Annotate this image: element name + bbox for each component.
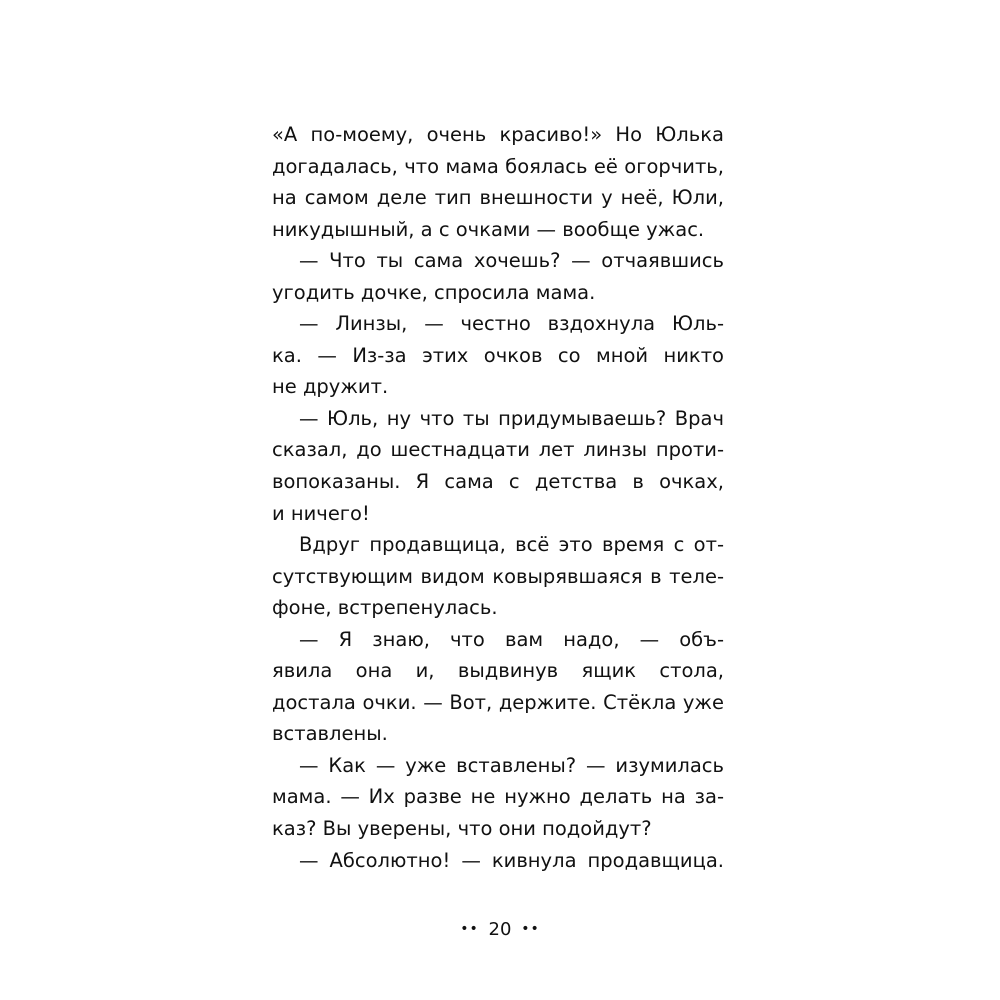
text-line: «А по-моему, очень красиво!» Но Юлька <box>272 123 724 146</box>
text-line: на самом деле тип внешности у неё, Юли, <box>272 186 724 210</box>
page-number-dots-right: •• <box>521 921 540 937</box>
text-line: вставлены. <box>272 722 388 746</box>
text-line: не дружит. <box>272 375 389 399</box>
text-line: — Что ты сама хочешь? — отчаявшись <box>299 249 724 273</box>
text-line: догадалась, что мама боялась её огорчить, <box>272 154 724 178</box>
page-number: 20 <box>488 919 512 940</box>
text-line: явила она и, выдвинув ящик стола, <box>272 659 724 683</box>
page-number-footer <box>0 917 1000 941</box>
text-line: — Как — уже вставлены? — изумилась <box>299 753 724 777</box>
text-line: — Абсолютно! — кивнула продавщица. <box>299 848 724 872</box>
page-number-dots-left: •• <box>460 921 479 937</box>
text-line: вопоказаны. Я сама с детства в очках, <box>272 470 724 494</box>
text-line: — Линзы, — честно вздохнула Юль- <box>299 312 724 336</box>
text-line: никудышный, а с очками — вообще ужас. <box>272 217 705 241</box>
text-line: угодить дочке, спросила мама. <box>272 280 596 304</box>
body-text <box>272 119 724 876</box>
text-line: Вдруг продавщица, всё это время с от- <box>299 533 724 557</box>
text-line: фоне, встрепенулась. <box>272 596 498 620</box>
text-line: достала очки. — Вот, держите. Стёкла уже <box>272 690 724 714</box>
text-line: — Я знаю, что вам надо, — объ- <box>299 627 724 651</box>
text-line: каз? Вы уверены, что они подойдут? <box>272 817 652 841</box>
text-line: и ничего! <box>272 501 370 525</box>
text-line: сказал, до шестнадцати лет линзы проти- <box>272 438 724 462</box>
text-line: — Юль, ну что ты придумываешь? Врач <box>299 406 724 430</box>
text-line: мама. — Их разве не нужно делать на за- <box>272 785 724 809</box>
text-line: сутствующим видом ковырявшаяся в теле- <box>272 564 724 588</box>
text-line: ка. — Из-за этих очков со мной никто <box>272 343 724 367</box>
